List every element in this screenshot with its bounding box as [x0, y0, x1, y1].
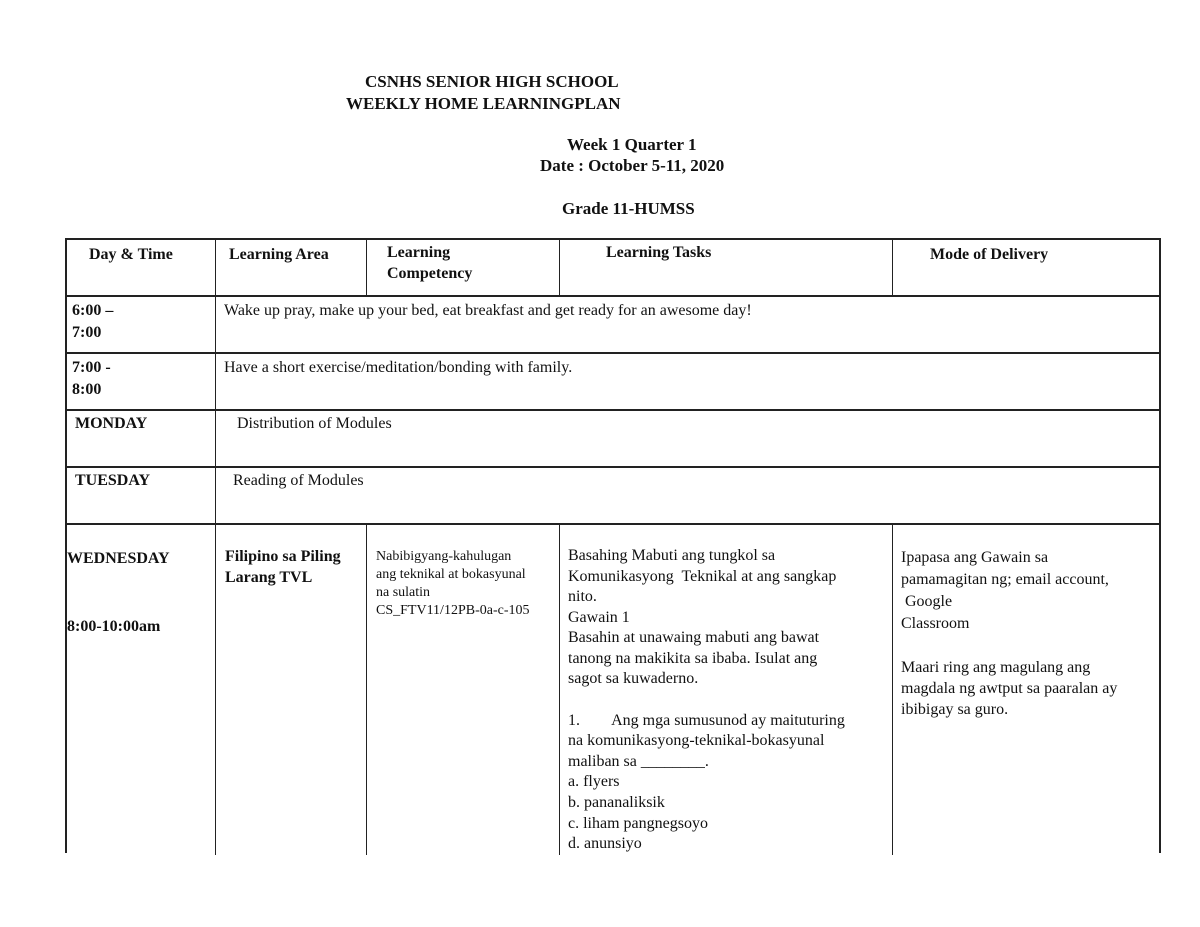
- competency-line: Nabibigyang-kahulugan: [376, 549, 512, 564]
- time-start: 7:00 -: [72, 359, 111, 376]
- col-divider: [892, 523, 893, 855]
- header-learning-competency: Learning Competency: [387, 244, 473, 282]
- learning-plan-table: [65, 238, 1161, 853]
- day-label: WEDNESDAY: [67, 550, 170, 567]
- competency-line: na sulatin: [376, 585, 431, 600]
- task-line: Gawain 1: [568, 609, 630, 626]
- row-activity-text: Wake up pray, make up your bed, eat breakfast and get ready for an awesome day!: [224, 302, 752, 319]
- learning-area-line: Larang TVL: [225, 569, 313, 586]
- col-divider: [559, 523, 560, 855]
- task-question: 1. Ang mga sumusunod ay maituturing: [568, 712, 845, 729]
- row-divider: [67, 409, 1159, 411]
- delivery-line: ibibigay sa guro.: [901, 701, 1009, 718]
- row-divider: [67, 352, 1159, 354]
- learning-area-line: Filipino sa Piling: [225, 548, 341, 565]
- delivery-line: pamamagitan ng; email account,: [901, 571, 1109, 588]
- grade-section: Grade 11-HUMSS: [562, 199, 695, 218]
- delivery-line: Google: [901, 593, 953, 610]
- delivery-line: magdala ng awtput sa paaralan ay: [901, 680, 1118, 697]
- day-label: TUESDAY: [75, 472, 150, 489]
- col-divider: [366, 523, 367, 855]
- header-learning-tasks: Learning Tasks: [606, 244, 712, 261]
- task-choice: a. flyers: [568, 773, 620, 790]
- time-start: 6:00 –: [72, 302, 114, 319]
- task-line: nito.: [568, 588, 597, 605]
- col-divider: [892, 240, 893, 297]
- date-range: Date : October 5-11, 2020: [540, 156, 725, 175]
- header-day-time: Day & Time: [89, 246, 173, 263]
- delivery-line: Classroom: [901, 615, 970, 632]
- col-divider: [215, 240, 216, 855]
- task-line: Basahing Mabuti ang tungkol sa: [568, 547, 776, 564]
- task-choice: b. pananaliksik: [568, 794, 665, 811]
- competency-line: ang teknikal at bokasyunal: [376, 567, 526, 582]
- time-range: 8:00-10:00am: [67, 618, 161, 635]
- delivery-line: Maari ring ang magulang ang: [901, 659, 1091, 676]
- day-label: MONDAY: [75, 415, 148, 432]
- delivery-line: Ipapasa ang Gawain sa: [901, 549, 1049, 566]
- task-line: Basahin at unawaing mabuti ang bawat: [568, 629, 820, 646]
- task-line: na komunikasyong-teknikal-bokasyunal: [568, 732, 825, 749]
- task-choice: d. anunsiyo: [568, 835, 642, 852]
- row-activity-text: Reading of Modules: [233, 472, 364, 489]
- header-learning-area: Learning Area: [229, 246, 329, 263]
- col-divider: [559, 240, 560, 297]
- task-line: maliban sa ________.: [568, 753, 709, 770]
- competency-code: CS_FTV11/12PB-0a-c-105: [376, 603, 530, 618]
- row-activity-text: Distribution of Modules: [237, 415, 392, 432]
- row-divider: [67, 466, 1159, 468]
- task-line: Komunikasyong Teknikal at ang sangkap: [568, 568, 837, 585]
- col-divider: [366, 240, 367, 297]
- task-line: sagot sa kuwaderno.: [568, 670, 699, 687]
- row-divider: [67, 523, 1159, 525]
- time-end: 7:00: [72, 324, 102, 341]
- school-title: CSNHS SENIOR HIGH SCHOOL: [365, 72, 619, 91]
- task-line: tanong na makikita sa ibaba. Isulat ang: [568, 650, 818, 667]
- row-divider: [67, 295, 1159, 297]
- task-choice: c. liham pangnegsoyo: [568, 815, 708, 832]
- header-mode-of-delivery: Mode of Delivery: [930, 246, 1049, 263]
- row-activity-text: Have a short exercise/meditation/bonding with family.: [224, 359, 573, 376]
- plan-title: WEEKLY HOME LEARNINGPLAN: [346, 94, 621, 113]
- week-quarter: Week 1 Quarter 1: [567, 135, 697, 154]
- time-end: 8:00: [72, 381, 102, 398]
